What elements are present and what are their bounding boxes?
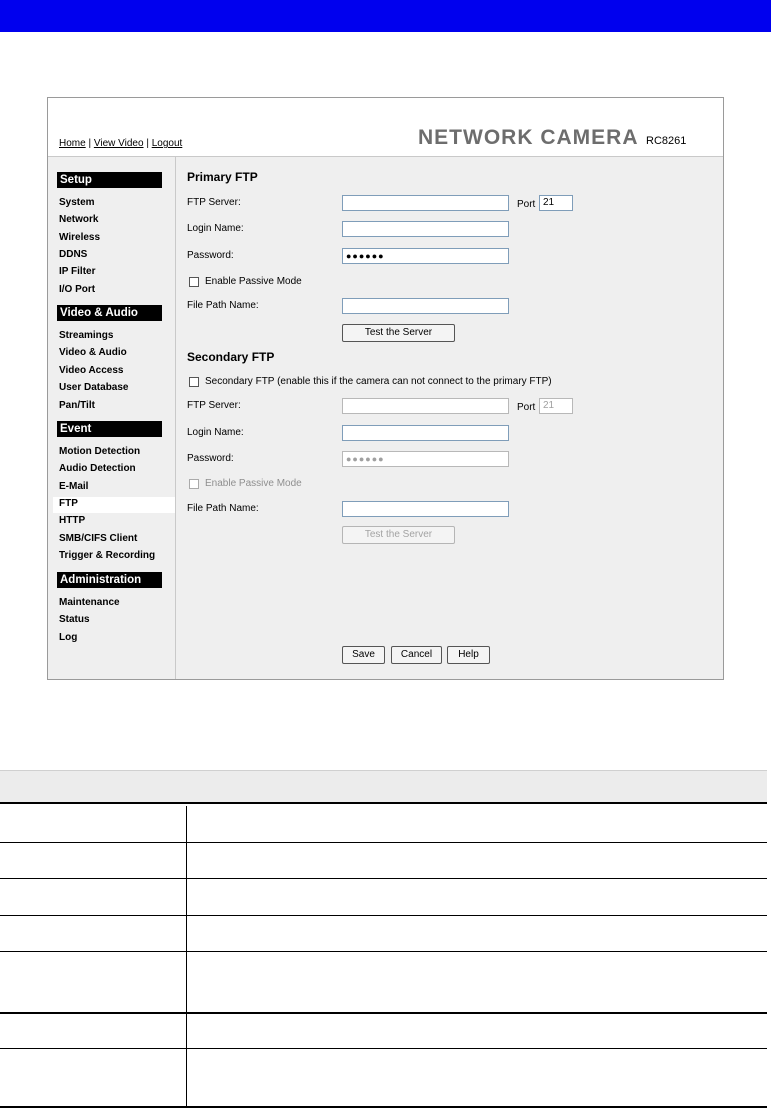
secondary-passive-checkbox[interactable] — [189, 479, 199, 489]
secondary-server-input[interactable] — [342, 398, 509, 414]
secondary-server-label: FTP Server: — [187, 400, 241, 411]
table-header — [0, 770, 767, 804]
top-links — [59, 138, 182, 149]
save-button[interactable]: Save — [342, 646, 385, 664]
primary-passive-checkbox[interactable] — [189, 277, 199, 287]
sidebar-item-io-port[interactable]: I/O Port — [59, 284, 96, 295]
top-blue-bar — [0, 0, 771, 32]
brand-logo: NETWORK CAMERA — [418, 126, 639, 149]
sidebar-item-email[interactable]: E-Mail — [59, 481, 89, 492]
sidebar-section-event: Event — [57, 421, 162, 437]
primary-password-label: Password: — [187, 250, 234, 261]
sidebar-item-smb-cifs-client[interactable]: SMB/CIFS Client — [59, 533, 138, 544]
sidebar-item-video-access[interactable]: Video Access — [59, 365, 124, 376]
camera-header — [48, 98, 723, 156]
home-link[interactable]: Home — [59, 138, 86, 149]
sidebar — [48, 156, 176, 679]
logout-link[interactable]: Logout — [151, 138, 183, 149]
model-label: RC8261 — [646, 135, 687, 147]
secondary-test-server-button[interactable]: Test the Server — [342, 526, 455, 544]
primary-server-input[interactable] — [342, 195, 509, 211]
primary-password-input[interactable]: ●●●●●● — [342, 248, 509, 264]
secondary-enable-label: Secondary FTP (enable this if the camera can not connect to the primary FTP) — [205, 376, 552, 387]
secondary-path-label: File Path Name: — [187, 503, 259, 514]
sidebar-item-system[interactable]: System — [59, 197, 95, 208]
sidebar-item-ddns[interactable]: DDNS — [59, 249, 88, 260]
sidebar-section-video-audio: Video & Audio — [57, 305, 162, 321]
secondary-login-label: Login Name: — [187, 427, 244, 438]
sidebar-item-wireless[interactable]: Wireless — [59, 232, 101, 243]
secondary-path-input[interactable] — [342, 501, 509, 517]
sidebar-item-log[interactable]: Log — [59, 632, 78, 643]
camera-web-ui — [47, 97, 724, 680]
sidebar-item-maintenance[interactable]: Maintenance — [59, 597, 120, 608]
primary-path-label: File Path Name: — [187, 300, 259, 311]
table-row-divider — [0, 1012, 767, 1014]
table-row-divider — [0, 915, 767, 916]
ftp-settings-panel — [176, 156, 723, 679]
sidebar-item-streamings[interactable]: Streamings — [59, 330, 114, 341]
sidebar-item-trigger-recording[interactable]: Trigger & Recording — [59, 550, 156, 561]
link-separator: | — [88, 138, 92, 149]
sidebar-item-pan-tilt[interactable]: Pan/Tilt — [59, 400, 95, 411]
secondary-passive-label: Enable Passive Mode — [205, 478, 302, 489]
table-bottom-border — [0, 1106, 767, 1108]
sidebar-item-user-database[interactable]: User Database — [59, 382, 129, 393]
cancel-button[interactable]: Cancel — [391, 646, 442, 664]
primary-passive-label: Enable Passive Mode — [205, 276, 302, 287]
primary-login-label: Login Name: — [187, 223, 244, 234]
sidebar-item-motion-detection[interactable]: Motion Detection — [59, 446, 141, 457]
secondary-login-input[interactable] — [342, 425, 509, 441]
sidebar-section-setup: Setup — [57, 172, 162, 188]
sidebar-item-ip-filter[interactable]: IP Filter — [59, 266, 96, 277]
primary-login-input[interactable] — [342, 221, 509, 237]
view-video-link[interactable]: View Video — [93, 138, 144, 149]
sidebar-section-administration: Administration — [57, 572, 162, 588]
link-separator: | — [146, 138, 149, 149]
primary-server-label: FTP Server: — [187, 197, 241, 208]
table-row-divider — [0, 842, 767, 843]
table-row-divider — [0, 1048, 767, 1049]
secondary-port-input[interactable]: 21 — [539, 398, 573, 414]
secondary-port-label: Port — [517, 402, 536, 413]
sidebar-item-video-audio[interactable]: Video & Audio — [59, 347, 127, 358]
sidebar-item-network[interactable]: Network — [59, 214, 99, 225]
secondary-password-input[interactable]: ●●●●●● — [342, 451, 509, 467]
secondary-password-label: Password: — [187, 453, 234, 464]
sidebar-item-ftp[interactable]: FTP — [59, 498, 78, 509]
help-button[interactable]: Help — [447, 646, 490, 664]
secondary-ftp-title: Secondary FTP — [187, 350, 275, 364]
sidebar-item-status[interactable]: Status — [59, 614, 90, 625]
table-row-divider — [0, 878, 767, 879]
secondary-enable-checkbox[interactable] — [189, 377, 199, 387]
primary-ftp-title: Primary FTP — [187, 170, 258, 184]
primary-port-label: Port — [517, 199, 536, 210]
primary-port-input[interactable]: 21 — [539, 195, 573, 211]
table-row-divider — [0, 951, 767, 952]
sidebar-item-http[interactable]: HTTP — [59, 515, 86, 526]
table-column-divider — [186, 806, 187, 1108]
sidebar-item-audio-detection[interactable]: Audio Detection — [59, 463, 136, 474]
primary-test-server-button[interactable]: Test the Server — [342, 324, 455, 342]
primary-path-input[interactable] — [342, 298, 509, 314]
